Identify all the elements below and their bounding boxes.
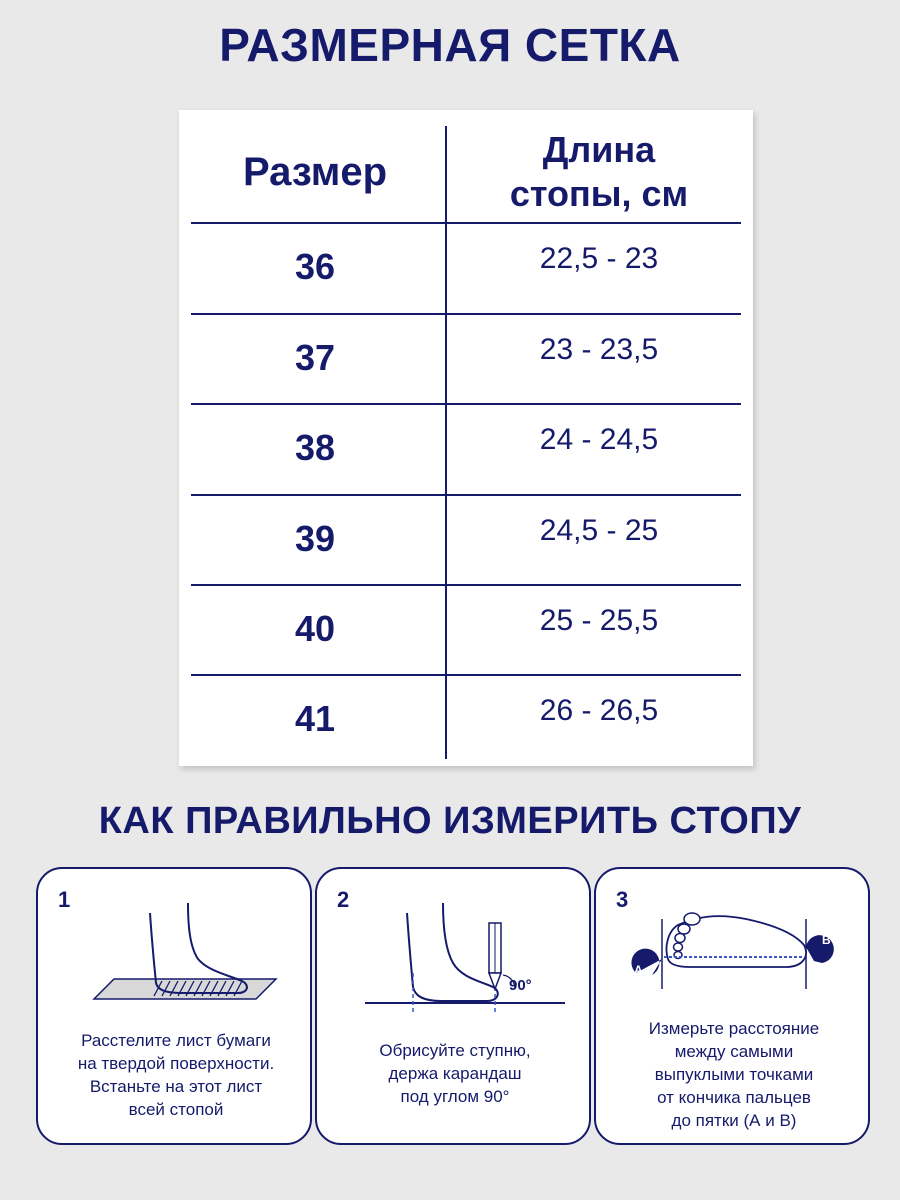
- header-size: Размер: [242, 150, 388, 194]
- length-cell: 25 - 25,5: [539, 604, 659, 637]
- page-title: РАЗМЕРНАЯ СЕТКА: [219, 19, 681, 71]
- length-cell: 23 - 23,5: [539, 333, 659, 366]
- point-b-label: В: [822, 933, 831, 947]
- size-cell: 39: [294, 518, 336, 559]
- angle-label: 90°: [509, 977, 532, 994]
- header-foot-length-line-1: Длина: [542, 129, 656, 170]
- size-table: [179, 110, 753, 766]
- step-text-line: Встаньте на этот лист: [89, 1077, 263, 1096]
- step-text-line: под углом 90°: [400, 1087, 510, 1106]
- foot-on-paper-icon: [58, 903, 294, 1023]
- step-text-line: Обрисуйте ступню,: [379, 1041, 531, 1060]
- size-cell: 36: [294, 246, 336, 287]
- table-row: [179, 586, 753, 676]
- section-title: КАК ПРАВИЛЬНО ИЗМЕРИТЬ СТОПУ: [98, 800, 802, 842]
- step-text-line: всей стопой: [128, 1100, 224, 1119]
- size-cell: 41: [294, 698, 336, 739]
- step-number: 2: [337, 887, 350, 912]
- step-description: [48, 1029, 304, 1121]
- table-row: [179, 496, 753, 586]
- point-a-label: А: [634, 963, 643, 977]
- header-foot-length: [479, 128, 719, 216]
- foot-measure-icon: [616, 903, 852, 1023]
- length-cell: 22,5 - 23: [539, 242, 659, 275]
- step-card-2: [315, 867, 591, 1145]
- step-text-line: до пятки (А и В): [671, 1111, 797, 1130]
- table-row: [179, 224, 753, 314]
- table-row: [179, 315, 753, 405]
- table-row: [179, 405, 753, 495]
- length-cell: 24 - 24,5: [539, 423, 659, 456]
- step-card-1: [36, 867, 312, 1145]
- step-card-3: [594, 867, 870, 1145]
- step-text-line: Расстелите лист бумаги: [81, 1031, 271, 1050]
- table-row: [179, 676, 753, 766]
- size-cell: 40: [294, 608, 336, 649]
- step-number: 3: [616, 887, 629, 912]
- step-text-line: выпуклыми точками: [654, 1065, 814, 1084]
- step-description: [606, 1017, 862, 1132]
- step-text-line: держа карандаш: [388, 1064, 522, 1083]
- length-cell: 26 - 26,5: [539, 694, 659, 727]
- size-cell: 37: [294, 337, 336, 378]
- step-number: 1: [58, 887, 71, 912]
- step-description: [327, 1039, 583, 1108]
- pencil-icon: [489, 923, 501, 989]
- header-foot-length-line-2: стопы, см: [509, 173, 689, 214]
- step-text-line: Измерьте расстояние: [648, 1019, 820, 1038]
- step-text-line: от кончика пальцев: [657, 1088, 811, 1107]
- length-cell: 24,5 - 25: [539, 514, 659, 547]
- step-text-line: на твердой поверхности.: [77, 1054, 275, 1073]
- step-text-line: между самыми: [674, 1042, 794, 1061]
- size-cell: 38: [294, 427, 336, 468]
- foot-outline-pencil-icon: [337, 903, 573, 1023]
